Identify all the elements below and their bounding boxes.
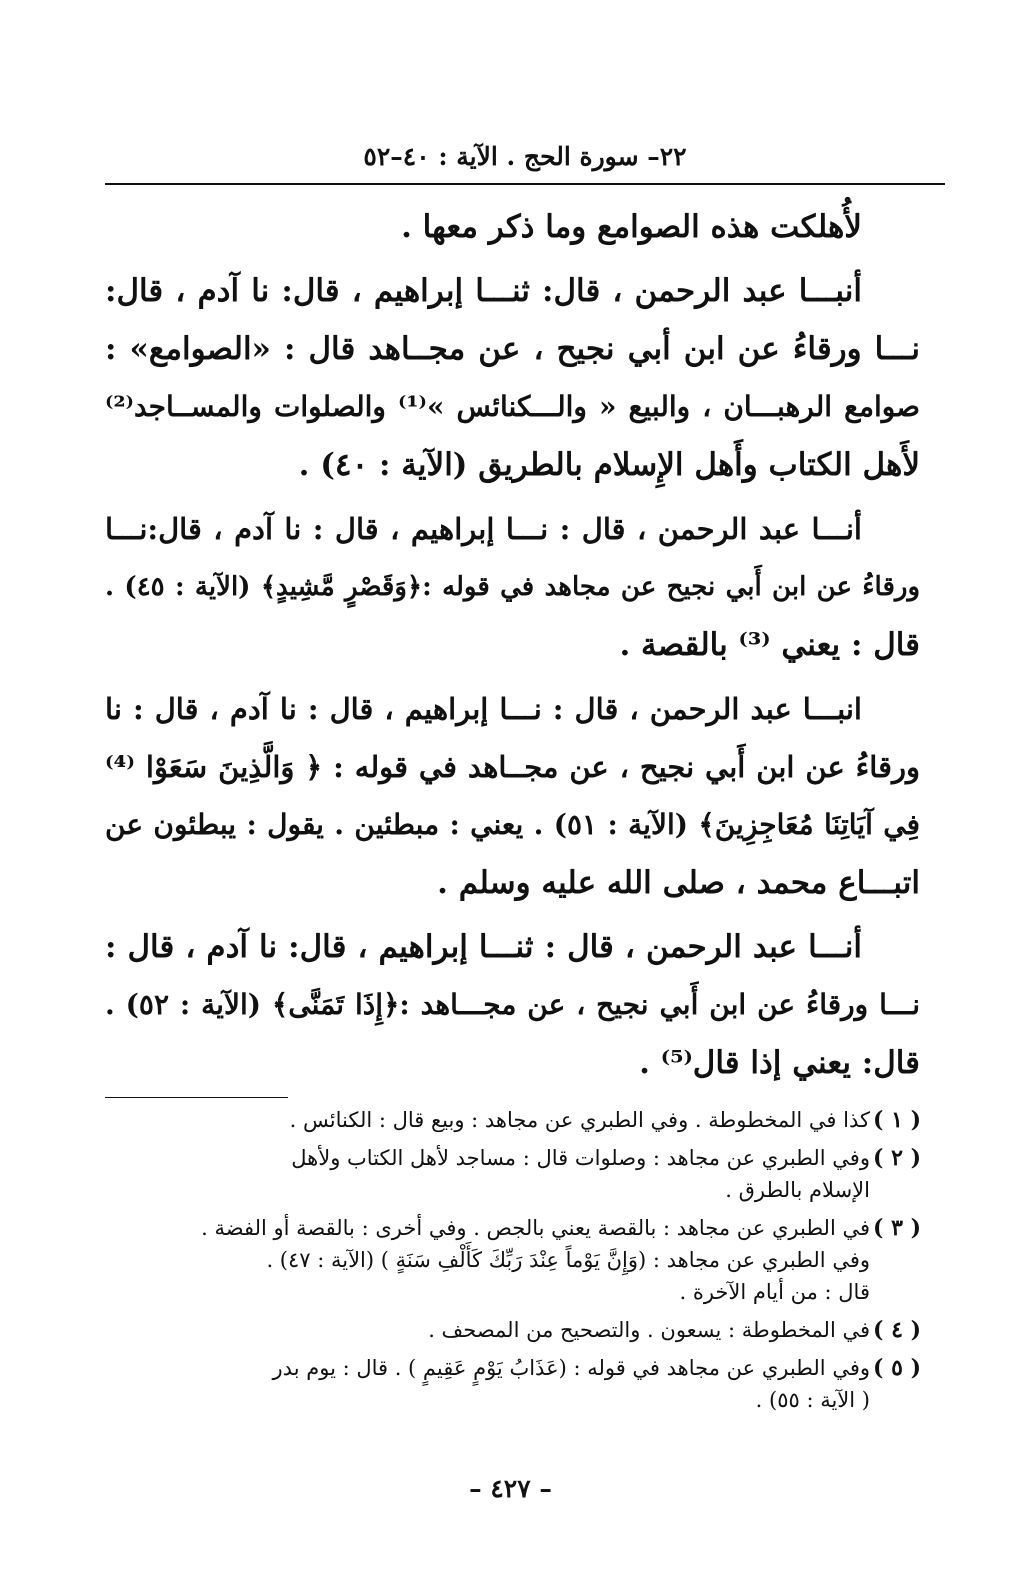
footnote-line: قال : من أيام الآخرة . bbox=[679, 1280, 870, 1304]
paragraph bbox=[105, 198, 920, 256]
footnote-line: الإسلام بالطرق . bbox=[725, 1178, 870, 1202]
footnote-number: ( ١ ) bbox=[873, 1107, 921, 1133]
footnote-line: كذا في المخطوطة . وفي الطبري عن مجاهد : وبيع قال : الكنائس . bbox=[289, 1108, 870, 1132]
footnote bbox=[100, 1352, 922, 1416]
header-rule bbox=[105, 183, 945, 185]
footnote-number: ( ٤ ) bbox=[873, 1317, 921, 1343]
footnote bbox=[100, 1314, 922, 1346]
footnotes bbox=[100, 1104, 922, 1422]
footnote-separator bbox=[105, 1097, 288, 1098]
text-line: قال: يعني إذا قال⁽⁵⁾ . bbox=[639, 1045, 920, 1081]
footnote bbox=[100, 1104, 922, 1136]
text-line: لأَهل الكتاب وأَهل الإِسلام بالطريق (الآية : ٤٠) . bbox=[298, 447, 920, 483]
text-line: نـــا ورقاءُ عن ابن أَبي نجيح ، عن مجـــاهد :﴿إِذَا تَمَنَّى﴾ (الآية : ٥٢) . bbox=[105, 988, 920, 1021]
main-text bbox=[105, 198, 920, 1098]
footnote bbox=[100, 1142, 922, 1206]
footnote-line: وفي الطبري عن مجاهد : وصلوات قال : مساجد لأهل الكتاب ولأهل bbox=[291, 1146, 870, 1170]
paragraph bbox=[105, 262, 920, 494]
text-line: أنـــا عبد الرحمن ، قال : نـــا إبراهيم ، قال : نا آدم ، قال:نـــا bbox=[105, 512, 862, 546]
text-line: لأُهلكت هذه الصوامع وما ذكر معها . bbox=[401, 209, 862, 245]
text-line: قال : يعني ⁽³⁾ بالقصة . bbox=[619, 627, 920, 663]
text-line: اتبـــاع محمد ، صلى الله عليه وسلم . bbox=[437, 865, 920, 901]
footnote-line: ( الآية : ٥٥) . bbox=[755, 1388, 870, 1412]
footnote-number: ( ٣ ) bbox=[873, 1215, 921, 1241]
paragraph bbox=[105, 918, 920, 1092]
footnote-number: ( ٥ ) bbox=[873, 1355, 921, 1381]
footnote-line: وفي الطبري عن مجاهد في قوله : (عَذَابُ يَوْمٍ عَقِيمٍ ) . قال : يوم بدر bbox=[272, 1356, 870, 1380]
page-number: – ٤٢٧ – bbox=[469, 1474, 552, 1503]
footnote-number: ( ٢ ) bbox=[873, 1145, 921, 1171]
text-line: ورقاءُ عن ابن أَبي نجيح ، عن مجــاهد في قوله : ﴿ وَالَّذِينَ سَعَوْا ⁽⁴⁾ bbox=[105, 750, 920, 784]
text-line: نـــا ورقاءُ عن ابن أبي نجيح ، عن مجــاهد قال : «الصوامع» : bbox=[105, 331, 920, 367]
footnote-line: وفي الطبري عن مجاهد : (وَإِنَّ يَوْماً عِنْدَ رَبِّكَ كَأَلْفِ سَنَةٍ ) (الآية : ٤٧) . bbox=[266, 1248, 870, 1272]
paragraph bbox=[105, 680, 920, 912]
text-line: أنـــا عبد الرحمن ، قال : ثنـــا إبراهيم ، قال: نا آدم ، قال : bbox=[105, 929, 862, 965]
paragraph bbox=[105, 500, 920, 674]
text-line: انبـــا عبد الرحمن ، قال : نـــا إبراهيم ، قال : نا آدم ، قال : نا bbox=[105, 692, 862, 726]
running-header: ٢٢– سورة الحج . الآية : ٤٠–٥٢ bbox=[363, 142, 687, 171]
text-line: فِي آيَاتِنَا مُعَاجِزِينَ﴾ (الآية : ٥١) . يعني : مبطئين . يقول : يبطئون عن bbox=[105, 808, 920, 841]
text-line: ورقاءُ عن ابن أَبي نجيح عن مجاهد في قوله :﴿وَقَصْرٍ مَّشِيدٍ﴾ (الآية : ٤٥) . bbox=[105, 572, 920, 602]
text-line: صوامع الرهبـــان ، والبيع « والـــكنائس »⁽¹⁾ والصلوات والمســاجد⁽²⁾ bbox=[105, 390, 920, 423]
footnote bbox=[100, 1212, 922, 1308]
text-line: أنبـــا عبد الرحمن ، قال: ثنـــا إبراهيم ، قال: نا آدم ، قال: bbox=[105, 273, 862, 309]
footnote-line: في الطبري عن مجاهد : بالقصة يعني بالجص . وفي أخرى : بالقصة أو الفضة . bbox=[201, 1216, 870, 1240]
footnote-line: في المخطوطة : يسعون . والتصحيح من المصحف . bbox=[428, 1318, 870, 1342]
